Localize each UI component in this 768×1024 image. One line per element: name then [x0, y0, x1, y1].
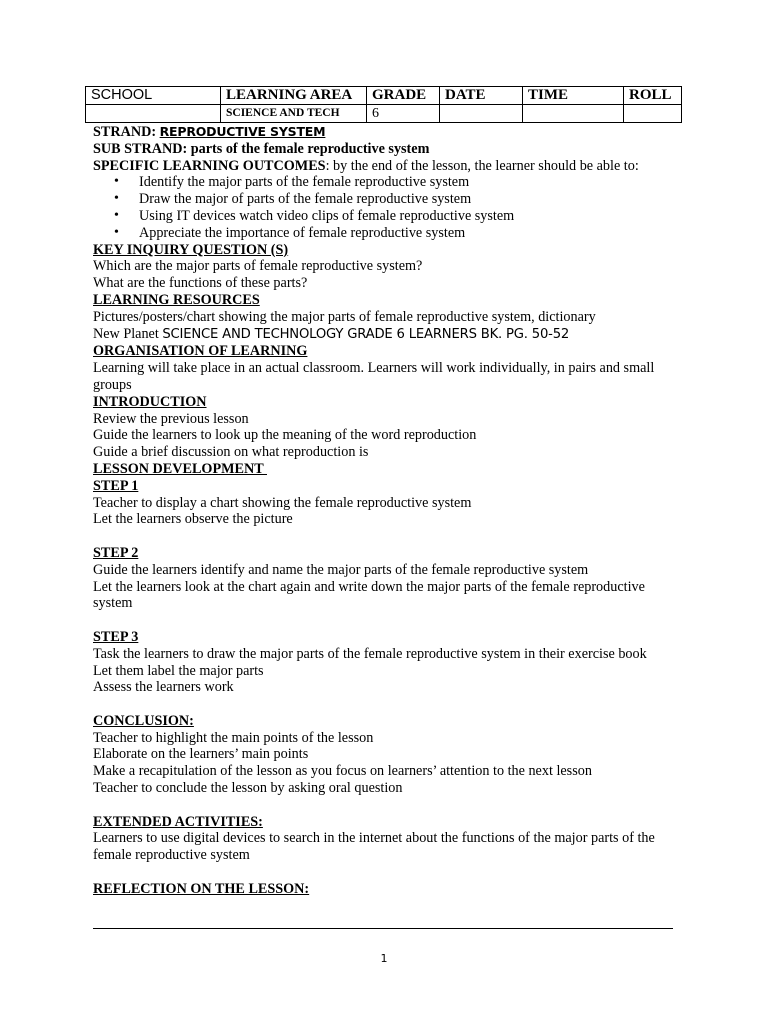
resources-line: Pictures/posters/chart showing the major parts of female reproductive system, dictionary	[93, 308, 596, 325]
resources-heading: LEARNING RESOURCES	[93, 291, 260, 308]
introduction-line: Guide the learners to look up the meaning of the word reproduction	[93, 427, 477, 444]
step-line: Task the learners to draw the major parts of the female reproductive system in their exercise book	[93, 645, 647, 662]
conclusion-line: Elaborate on the learners’ main points	[93, 746, 309, 763]
step-title: STEP 2	[93, 544, 139, 561]
extended-text: Learners to use digital devices to search in the internet about the functions of the major parts of the female reproductive system	[93, 830, 655, 864]
roll-label: ROLL	[624, 87, 682, 105]
key-inquiry-heading: KEY INQUIRY QUESTION (S)	[93, 241, 289, 258]
list-item: • Using IT devices watch video clips of female reproductive system	[139, 208, 678, 225]
sub-strand-value: : parts of the female reproductive system	[182, 140, 430, 157]
school-value-cell	[86, 105, 221, 123]
organisation-heading: ORGANISATION OF LEARNING	[93, 343, 308, 360]
extended-heading: EXTENDED ACTIVITIES:	[93, 813, 263, 830]
spacer	[93, 528, 678, 545]
spacer	[93, 797, 678, 814]
outcomes-list	[93, 174, 678, 241]
header-values-row	[86, 105, 682, 123]
step-line: Let the learners observe the picture	[93, 511, 293, 528]
page-number: 1	[380, 952, 388, 965]
lesson-header-table	[85, 86, 682, 123]
introduction-heading: INTRODUCTION	[93, 393, 207, 410]
conclusion-line: Teacher to conclude the lesson by asking oral question	[93, 780, 403, 797]
resources-book-title: SCIENCE AND TECHNOLOGY GRADE 6 LEARNERS BK. PG. 50-52	[162, 326, 570, 342]
strand-label: STRAND:	[93, 124, 160, 140]
reflection-rule	[93, 928, 673, 929]
step-line: Teacher to display a chart showing the female reproductive system	[93, 494, 472, 511]
grade-label: GRADE	[367, 87, 440, 105]
resources-book-prefix: New Planet	[93, 325, 163, 342]
step-line: Assess the learners work	[93, 679, 234, 696]
lesson-development-heading: LESSON DEVELOPMENT	[93, 460, 267, 477]
outcomes-line	[93, 158, 678, 175]
spacer	[93, 696, 678, 713]
time-label: TIME	[523, 87, 624, 105]
list-item: • Identify the major parts of the female reproductive system	[139, 174, 678, 191]
strand-line	[93, 124, 678, 141]
list-item: • Draw the major of parts of the female reproductive system	[139, 191, 678, 208]
outcomes-intro: : by the end of the lesson, the learner should be able to:	[325, 157, 639, 174]
conclusion-line: Make a recapitulation of the lesson as you focus on learners’ attention to the next lesson	[93, 763, 592, 780]
step-title: STEP 3	[93, 628, 139, 645]
strand-value: REPRODUCTIVE SYSTEM	[159, 124, 326, 139]
header-row	[86, 87, 682, 105]
date-value-cell	[440, 105, 523, 123]
school-cell: SCHOOL	[86, 87, 221, 105]
spacer	[93, 864, 678, 881]
sub-strand-label: SUB STRAND	[93, 140, 183, 157]
date-label: DATE	[440, 87, 523, 105]
key-inquiry-question: Which are the major parts of female reproductive system?	[93, 258, 423, 275]
introduction-line: Guide a brief discussion on what reproduction is	[93, 444, 369, 461]
learning-area-value: SCIENCE AND TECH	[221, 105, 367, 123]
grade-value: 6	[367, 105, 440, 123]
reflection-heading: REFLECTION ON THE LESSON:	[93, 880, 310, 897]
conclusion-line: Teacher to highlight the main points of the lesson	[93, 729, 374, 746]
list-item: • Appreciate the importance of female reproductive system	[139, 225, 678, 242]
conclusion-heading: CONCLUSION:	[93, 712, 194, 729]
organisation-text: Learning will take place in an actual classroom. Learners will work individually, in pairs and small groups	[93, 360, 655, 393]
introduction-line: Review the previous lesson	[93, 410, 249, 427]
roll-value-cell	[624, 105, 682, 123]
resources-book-line	[93, 326, 678, 344]
step-line: Let the learners look at the chart again and write down the major parts of the female reproductive system	[93, 578, 645, 612]
sub-strand-line	[93, 141, 678, 158]
key-inquiry-question: What are the functions of these parts?	[93, 275, 308, 292]
step-title: STEP 1	[93, 477, 139, 494]
step-line: Guide the learners identify and name the major parts of the female reproductive system	[93, 561, 589, 578]
lesson-plan-body	[93, 124, 678, 898]
outcomes-label: SPECIFIC LEARNING OUTCOMES	[93, 157, 326, 174]
time-value-cell	[523, 105, 624, 123]
step-line: Let them label the major parts	[93, 662, 264, 679]
spacer	[93, 612, 678, 629]
learning-area-label: LEARNING AREA	[221, 87, 367, 105]
